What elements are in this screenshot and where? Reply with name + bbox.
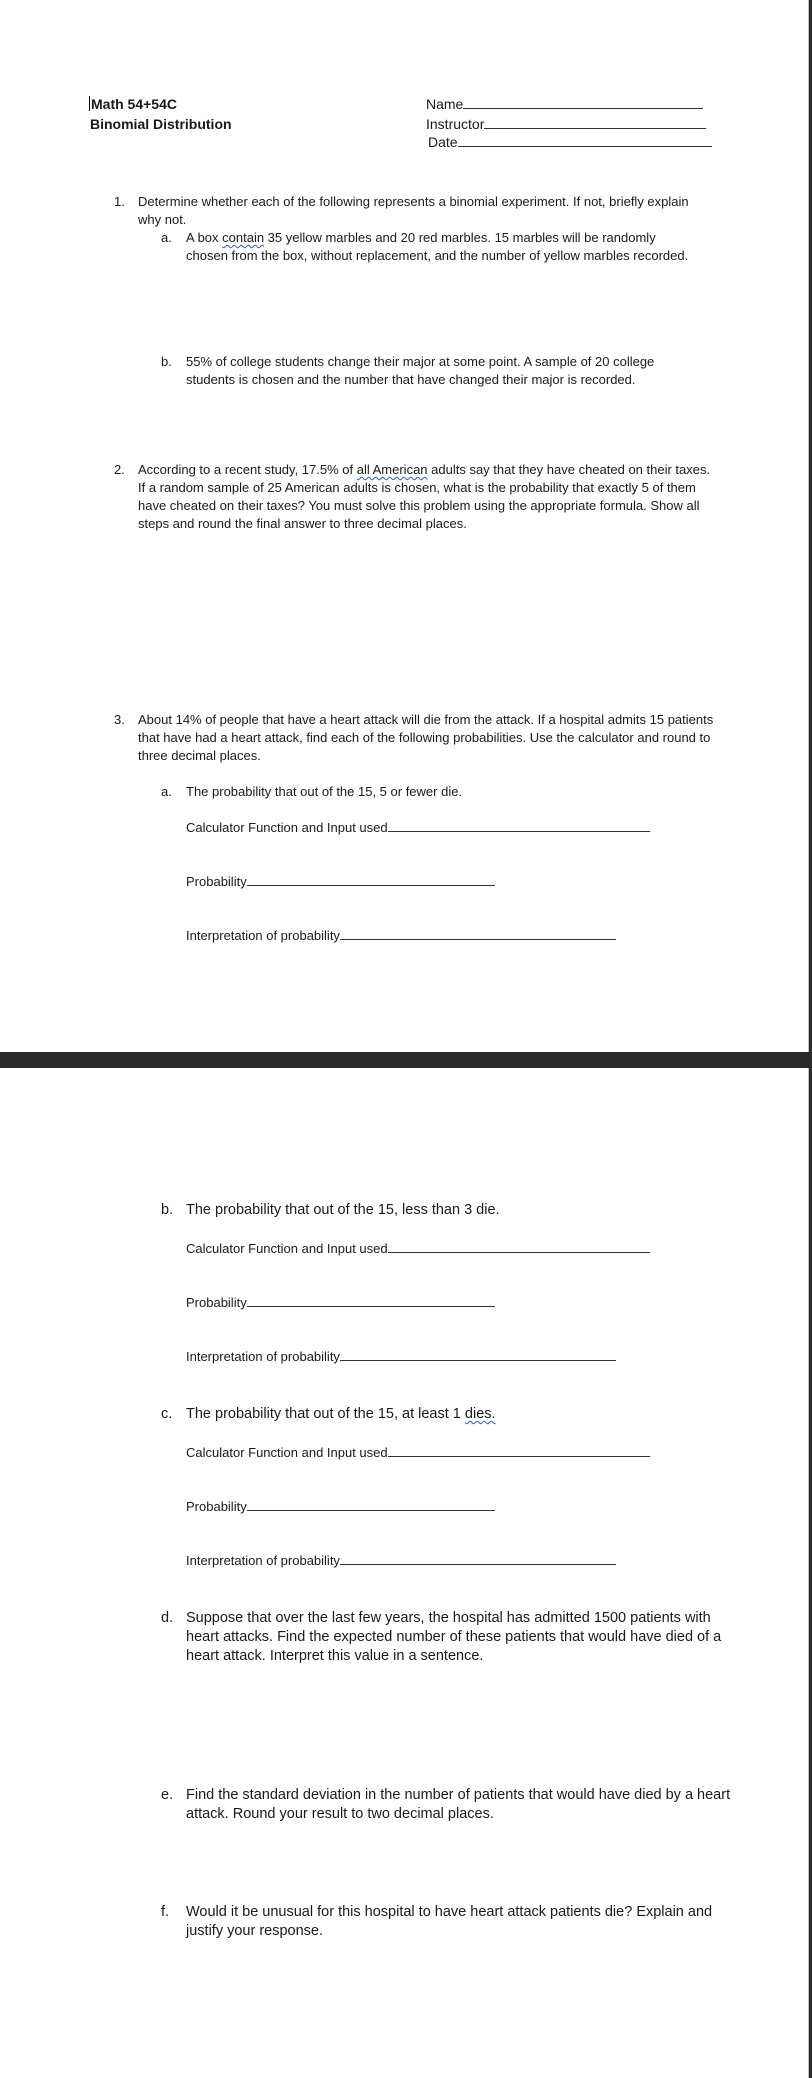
- interpretation-field-3a[interactable]: Interpretation of probability: [186, 927, 616, 945]
- spellcheck-underline[interactable]: contain: [222, 230, 265, 245]
- spellcheck-underline[interactable]: dies.: [464, 1406, 496, 1422]
- probability-field-3a[interactable]: Probability: [186, 873, 495, 891]
- question-3-text: About 14% of people that have a heart attack will die from the attack. If a hospital admits 15 patients that have had a heart attack, find each of the following probabilities. Use the calculator and round to three decimal places.: [138, 712, 714, 763]
- question-1a-text: A box contain 35 yellow marbles and 20 red marbles. 15 marbles will be randomly chosen from the box, without replacement, and the number of yellow marbles recorded.: [186, 230, 689, 263]
- question-1b-label: b.: [161, 354, 172, 369]
- calc-function-field-3a[interactable]: Calculator Function and Input used: [186, 819, 650, 837]
- course-title: Math 54+54C: [91, 96, 177, 112]
- question-3d-text: Suppose that over the last few years, the hospital has admitted 1500 patients with heart attacks. Find the expected number of these patients that would have died of a heart attack. Interpret this value in a sentence.: [186, 1610, 722, 1664]
- question-3-number: 3.: [114, 712, 125, 727]
- question-3c-text: The probability that out of the 15, at least 1 dies.: [186, 1406, 496, 1422]
- question-3f-text: Would it be unusual for this hospital to have heart attack patients die? Explain and justify your response.: [186, 1904, 713, 1939]
- calc-function-field-3b[interactable]: Calculator Function and Input used: [186, 1240, 650, 1258]
- question-3e-text: Find the standard deviation in the number of patients that would have died by a heart attack. Round your result to two decimal places.: [186, 1787, 731, 1822]
- question-2-number: 2.: [114, 462, 125, 477]
- question-1a-label: a.: [161, 230, 172, 245]
- question-3d-label: d.: [161, 1610, 174, 1626]
- interpretation-field-3c[interactable]: Interpretation of probability: [186, 1552, 616, 1570]
- question-3e-label: e.: [161, 1787, 174, 1803]
- question-1b-text: 55% of college students change their major at some point. A sample of 20 college students is chosen and the number that have changed their major is recorded.: [186, 354, 655, 387]
- date-field[interactable]: Date: [428, 134, 712, 150]
- question-3c-label: c.: [161, 1406, 173, 1422]
- document-page-2: [0, 1068, 809, 2078]
- question-3b-text: The probability that out of the 15, less than 3 die.: [186, 1202, 500, 1218]
- probability-field-3b[interactable]: Probability: [186, 1294, 495, 1312]
- calc-function-field-3c[interactable]: Calculator Function and Input used: [186, 1444, 650, 1462]
- question-3a-text: The probability that out of the 15, 5 or fewer die.: [186, 784, 463, 799]
- text-cursor: [89, 96, 90, 111]
- instructor-field[interactable]: Instructor: [426, 116, 706, 132]
- question-1-number: 1.: [114, 194, 125, 209]
- question-1-text: Determine whether each of the following represents a binomial experiment. If not, briefly explain why not.: [138, 194, 689, 227]
- worksheet-topic: Binomial Distribution: [90, 116, 232, 132]
- name-field[interactable]: Name: [426, 96, 703, 112]
- probability-field-3c[interactable]: Probability: [186, 1498, 495, 1516]
- spellcheck-underline[interactable]: all American: [356, 462, 428, 477]
- question-3a-label: a.: [161, 784, 172, 799]
- question-3b-label: b.: [161, 1202, 174, 1218]
- question-3f-label: f.: [161, 1904, 170, 1920]
- question-2-text: According to a recent study, 17.5% of all American adults say that they have cheated on their taxes. If a random sample of 25 American adults is chosen, what is the probability that exactly 5 of them have cheated on their taxes? You must solve this problem using the appropriate formula. Show all steps and round the final answer to three decimal places.: [138, 462, 711, 531]
- interpretation-field-3b[interactable]: Interpretation of probability: [186, 1348, 616, 1366]
